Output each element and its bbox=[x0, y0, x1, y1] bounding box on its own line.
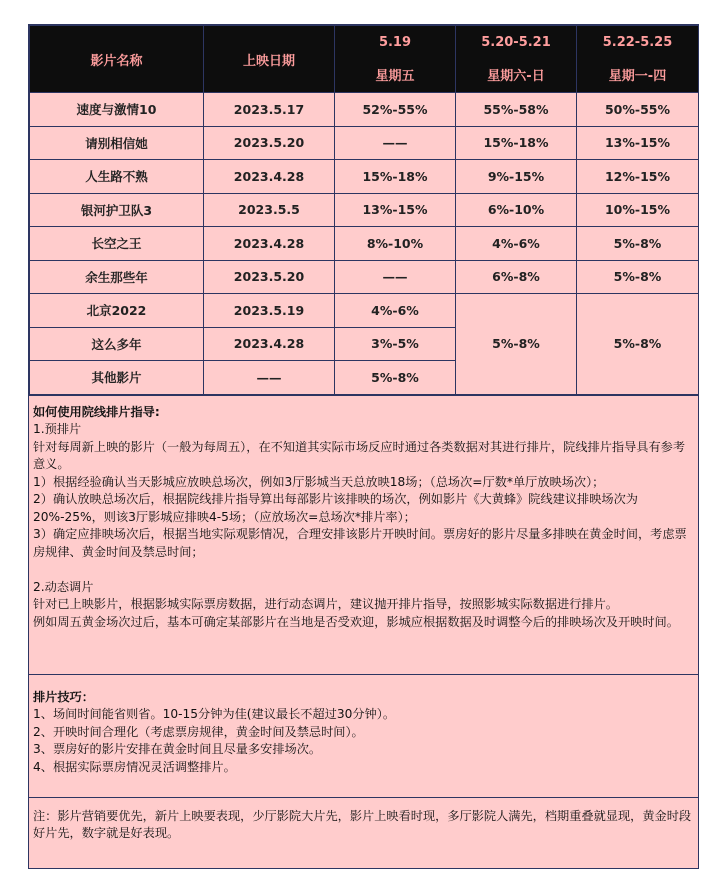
rate-col1: —— bbox=[335, 126, 456, 160]
guide-line: 例如周五黄金场次过后，基本可确定某部影片在当地是否受欢迎，影城应根据数据及时调整今后的排映场次及开映时间。 bbox=[33, 614, 679, 629]
header-col3-day: 星期一-四 bbox=[608, 68, 667, 84]
footnote-text: 注：影片营销要优先，新片上映要表现，少厅影院大片先，影片上映看时现，多厅影院人满先，档期重叠就显现，黄金时段好片先，数字就是好表现。 bbox=[33, 808, 692, 840]
tip-line: 4、根据实际票房情况灵活调整排片。 bbox=[33, 759, 236, 774]
table-row bbox=[30, 227, 699, 261]
schedule-guide-panel bbox=[28, 24, 699, 869]
rate-col1: 8%-10% bbox=[335, 227, 456, 261]
release-date: 2023.4.28 bbox=[204, 160, 335, 194]
rate-col3: 5%-8% bbox=[577, 260, 699, 294]
header-col1-day: 星期五 bbox=[375, 68, 415, 84]
rate-col1: 3%-5% bbox=[335, 327, 456, 361]
tip-line: 1、场间时间能省则省。10-15分钟为佳(建议最长不超过30分钟）。 bbox=[33, 707, 396, 721]
tip-line: 2、开映时间合理化（考虑票房规律，黄金时间及禁忌时间）。 bbox=[33, 724, 364, 739]
rate-col2: 15%-18% bbox=[456, 126, 577, 160]
rate-col1: 52%-55% bbox=[335, 93, 456, 127]
guide-line: 针对已上映影片，根据影城实际票房数据，进行动态调片，建议抛开排片指导，按照影城实际数据进行排片。 bbox=[33, 597, 618, 611]
rate-col2: 4%-6% bbox=[456, 227, 577, 261]
release-date: 2023.5.5 bbox=[204, 193, 335, 227]
rate-col2: 55%-58% bbox=[456, 93, 577, 127]
film-name: 北京2022 bbox=[30, 294, 204, 328]
usage-guide-section bbox=[29, 395, 698, 674]
table-row bbox=[30, 93, 699, 127]
table-row bbox=[30, 294, 699, 328]
guide-line: 1.预排片 bbox=[33, 422, 82, 436]
release-date: 2023.5.17 bbox=[204, 93, 335, 127]
rate-col2: 6%-8% bbox=[456, 260, 577, 294]
film-name: 速度与激情10 bbox=[30, 93, 204, 127]
film-name: 这么多年 bbox=[30, 327, 204, 361]
header-col3-date: 5.22-5.25 bbox=[602, 34, 673, 50]
guide-line: 1）根据经验确认当天影城应放映总场次，例如3厅影城当天总放映18场；（总场次=厅数*单厅放映场次）； bbox=[33, 474, 605, 489]
header-release-date: 上映日期 bbox=[204, 26, 335, 93]
guide-line: 2.动态调片 bbox=[33, 579, 94, 594]
rate-col1: 4%-6% bbox=[335, 294, 456, 328]
guide-line: 3）确定应排映场次后，根据当地实际观影情况，合理安排该影片开映时间。票房好的影片尽量多排映在黄金时间，考虑票房规律、黄金时间及禁忌时间； bbox=[33, 527, 687, 559]
release-date: —— bbox=[204, 361, 335, 395]
table-row bbox=[30, 160, 699, 194]
rate-col3-merged: 5%-8% bbox=[577, 294, 699, 395]
header-col2-date: 5.20-5.21 bbox=[481, 34, 551, 50]
rate-col3: 50%-55% bbox=[577, 93, 699, 127]
tip-line: 3、票房好的影片安排在黄金时间且尽量多安排场次。 bbox=[33, 742, 322, 756]
rate-col3: 5%-8% bbox=[577, 227, 699, 261]
rate-col2-merged: 5%-8% bbox=[456, 294, 577, 395]
table-row bbox=[30, 260, 699, 294]
film-name: 人生路不熟 bbox=[30, 160, 204, 194]
rate-col3: 12%-15% bbox=[577, 160, 699, 194]
rate-col1: —— bbox=[335, 260, 456, 294]
rate-col2: 6%-10% bbox=[456, 193, 577, 227]
guide-line: 针对每周新上映的影片（一般为每周五），在不知道其实际市场反应时通过各类数据对其进行排片，院线排片指导具有参考意义。 bbox=[33, 439, 686, 471]
header-col2-day: 星期六-日 bbox=[487, 68, 545, 84]
film-name: 银河护卫队3 bbox=[30, 193, 204, 227]
header-col2 bbox=[456, 26, 577, 93]
rate-col1: 13%-15% bbox=[335, 193, 456, 227]
header-col1 bbox=[335, 26, 456, 93]
guide-line: 2）确认放映总场次后，根据院线排片指导算出每部影片该排映的场次，例如影片《大黄蜂》院线建议排映场次为20%-25%，则该3厅影城应排映4-5场；（应放场次=总场次*排片率）； bbox=[33, 492, 638, 524]
table-row bbox=[30, 193, 699, 227]
rate-col1: 15%-18% bbox=[335, 160, 456, 194]
rate-col2: 9%-15% bbox=[456, 160, 577, 194]
usage-guide-title: 如何使用院线排片指导: bbox=[33, 404, 160, 419]
rate-col3: 13%-15% bbox=[577, 126, 699, 160]
schedule-table bbox=[29, 25, 699, 395]
tips-section bbox=[29, 674, 698, 797]
film-name: 长空之王 bbox=[30, 227, 204, 261]
header-film: 影片名称 bbox=[30, 26, 204, 93]
release-date: 2023.5.20 bbox=[204, 260, 335, 294]
guide-spacer bbox=[33, 561, 694, 579]
table-row bbox=[30, 126, 699, 160]
rate-col3: 10%-15% bbox=[577, 193, 699, 227]
release-date: 2023.4.28 bbox=[204, 227, 335, 261]
release-date: 2023.4.28 bbox=[204, 327, 335, 361]
header-col1-date: 5.19 bbox=[378, 34, 412, 50]
footnote-section bbox=[29, 797, 698, 849]
release-date: 2023.5.19 bbox=[204, 294, 335, 328]
header-col3 bbox=[577, 26, 699, 93]
film-name: 请别相信她 bbox=[30, 126, 204, 160]
table-header-row bbox=[30, 26, 699, 93]
film-name: 其他影片 bbox=[30, 361, 204, 395]
film-name: 余生那些年 bbox=[30, 260, 204, 294]
rate-col1: 5%-8% bbox=[335, 361, 456, 395]
tips-title: 排片技巧： bbox=[33, 689, 94, 704]
release-date: 2023.5.20 bbox=[204, 126, 335, 160]
